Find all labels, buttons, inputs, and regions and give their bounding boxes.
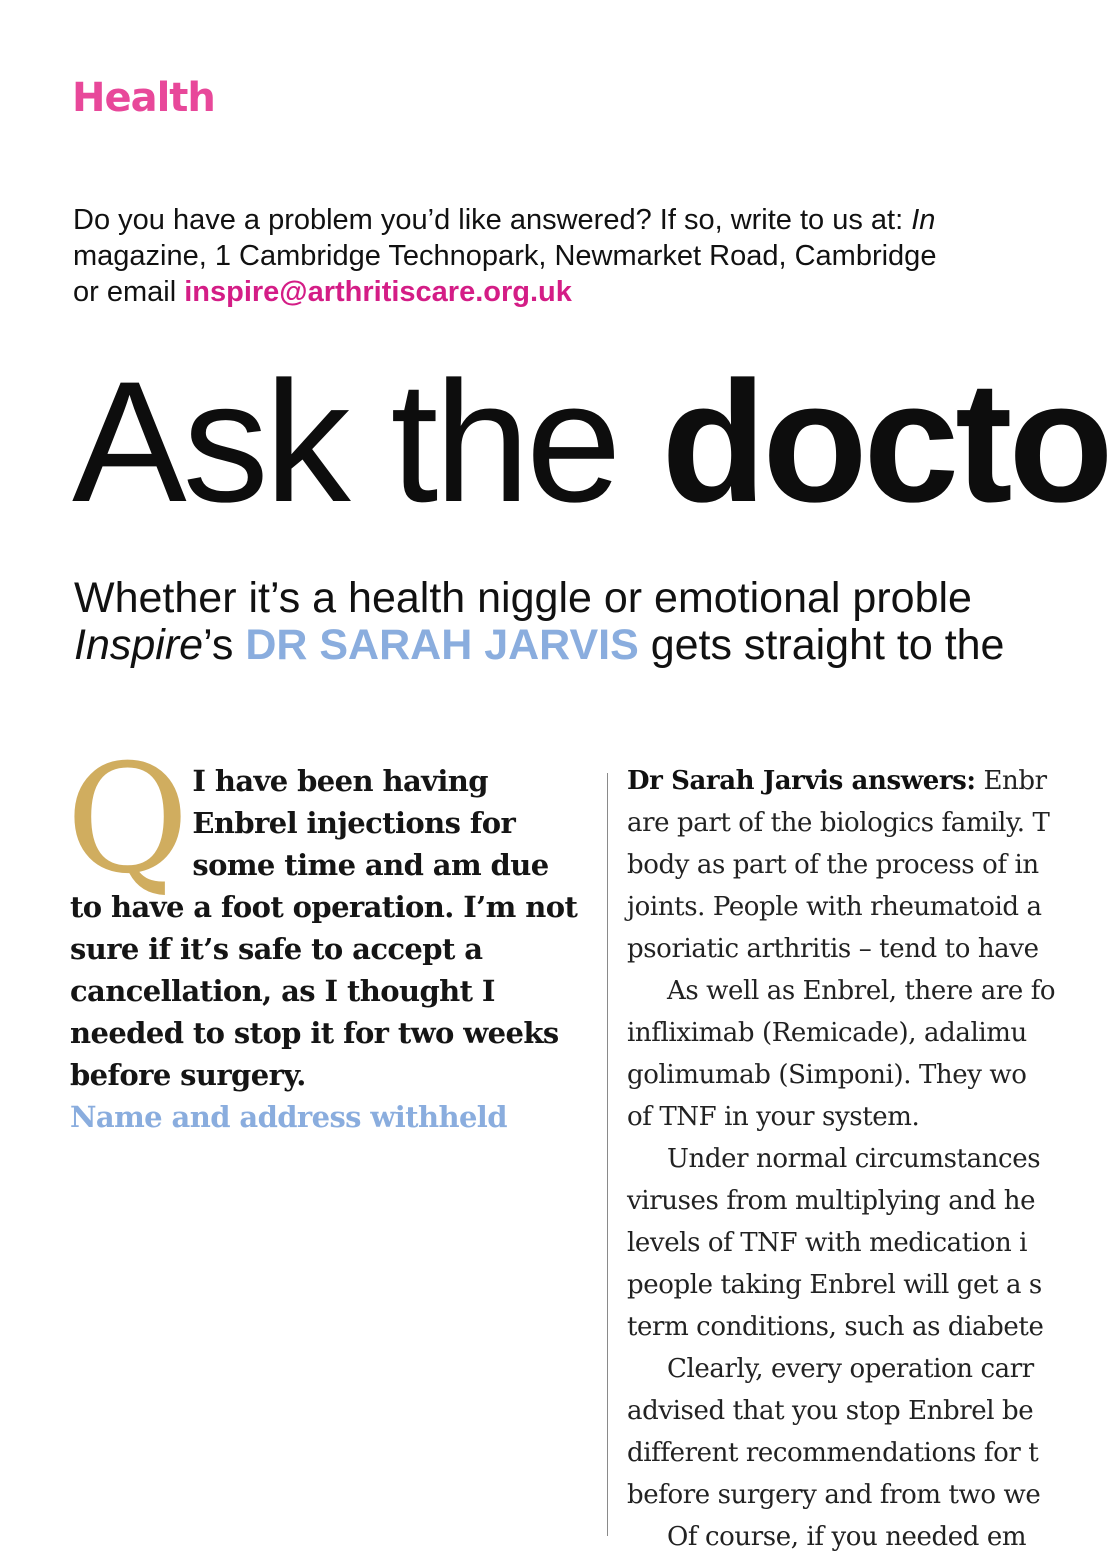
page-title-light: Ask the	[72, 346, 662, 538]
question-text: I have been having Enbrel injections for some time and am due to have a foot operation. I’m not sure if it’s safe to accept a cancellation, as I thought I needed to stop it for two weeks before surgery.	[70, 764, 578, 1092]
intro-line-1-text: Do you have a problem you’d like answered? If so, write to us at:	[73, 204, 912, 236]
magazine-name-italic: In	[911, 204, 936, 236]
doctor-answer	[627, 760, 1056, 1558]
question-signoff: Name and address withheld	[70, 1100, 507, 1134]
page-title-bold: docto	[661, 346, 1110, 538]
answer-line	[627, 760, 1047, 802]
standfirst-possessive: ’s	[203, 621, 246, 669]
answer-line: golimumab (Simponi). They wo	[627, 1060, 1027, 1090]
magazine-name: Inspire	[74, 621, 204, 669]
standfirst-line-2-end: gets straight to the	[638, 621, 1005, 669]
answer-line: infliximab (Remicade), adalimu	[627, 1018, 1027, 1048]
intro-line-3-text: or email	[73, 276, 185, 308]
intro-line-2: magazine, 1 Cambridge Technopark, Newmarket Road, Cambridge	[73, 240, 937, 272]
intro-text	[73, 202, 1024, 310]
answer-line: psoriatic arthritis – tend to have	[627, 934, 1039, 964]
answer-lead: Dr Sarah Jarvis answers:	[627, 766, 976, 796]
answer-line: As well as Enbrel, there are fo	[667, 976, 1056, 1006]
intro-line-3	[73, 274, 1024, 310]
standfirst-line-2	[74, 622, 1024, 669]
answer-line: term conditions, such as diabete	[627, 1312, 1044, 1342]
question-dropcap: Q	[66, 733, 189, 907]
answer-line: are part of the biologics family. T	[627, 808, 1050, 838]
email-link[interactable]: inspire@arthritiscare.org.uk	[184, 276, 572, 308]
standfirst	[74, 575, 1024, 669]
answer-line: joints. People with rheumatoid a	[627, 892, 1042, 922]
answer-line: levels of TNF with medication i	[627, 1228, 1028, 1258]
answer-line-text: Enbr	[975, 766, 1047, 796]
answer-line: different recommendations for t	[627, 1438, 1039, 1468]
answer-line: Under normal circumstances	[667, 1144, 1041, 1174]
answer-line: before surgery and from two we	[627, 1480, 1041, 1510]
doctor-name: DR SARAH JARVIS	[245, 621, 639, 669]
reader-question	[66, 733, 580, 1138]
answer-line: body as part of the process of in	[627, 850, 1039, 880]
page-title	[72, 346, 1110, 538]
answer-line: Of course, if you needed em	[667, 1522, 1027, 1552]
answer-line: viruses from multiplying and he	[627, 1186, 1036, 1216]
answer-line: of TNF in your system.	[627, 1102, 920, 1132]
answer-line: Clearly, every operation carr	[667, 1354, 1034, 1384]
intro-line-1	[73, 202, 1024, 238]
section-label: Health	[72, 75, 215, 121]
column-divider	[607, 773, 608, 1536]
answer-line: advised that you stop Enbrel be	[627, 1396, 1034, 1426]
answer-line: people taking Enbrel will get a s	[627, 1270, 1042, 1300]
standfirst-line-1: Whether it’s a health niggle or emotional proble	[74, 574, 972, 622]
